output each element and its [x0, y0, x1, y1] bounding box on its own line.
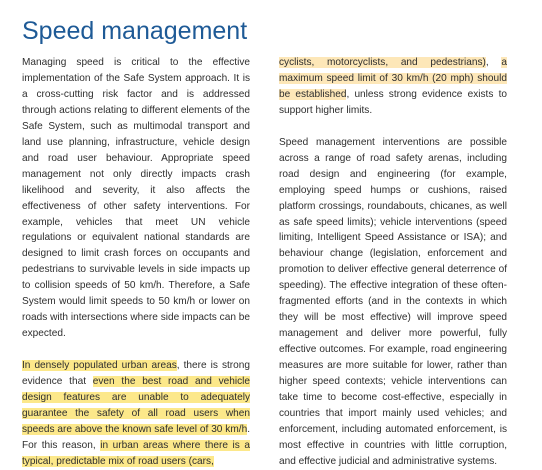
text-segment: ,: [485, 57, 502, 68]
page-title: Speed management: [22, 17, 248, 45]
text-segment: , there is strong evidence that: [22, 360, 250, 388]
right-paragraph-1: [279, 55, 507, 119]
highlight-safety-guarantee: even the best road and vehicle design features are unable to adequately guarantee the safety of all road users when speeds are above the known safe level of 30 km/h: [22, 376, 251, 435]
right-column: [279, 55, 507, 470]
left-column: [22, 55, 250, 470]
left-paragraph-2: [22, 358, 250, 470]
text-segment: . For this reason,: [22, 423, 250, 451]
right-paragraph-2: Speed management interventions are possible across a range of road safety arenas, including road design and engineering (for example, employing speed humps or cushions, raised platform crossings, roundabouts, chicanes, as well as safe speed limits); vehicle interventions (speed limiting, Intelligent Speed Assistance or ISA); and behaviour change (legislation, enforcement and promotion to deliver effective general deterrence of speeding). The effective integration of these often-fragmented efforts (and in the contexts in which they will be most effective) will improve speed management and deliver more powerful, fully effective outcomes. For example, road engineering measures are more suitable for lower, rather than higher speed contexts; vehicle interventions can take time to become cost-effective, especially in countries that import mainly used vehicles; and enforcement, including automated enforcement, is most effective in countries with little corruption, and effective judicial and administrative systems.: [279, 136, 507, 467]
highlight-road-user-mix: in urban areas where there is a typical, predictable mix of road users (cars,: [22, 439, 250, 467]
text-segment: , unless strong evidence exists to support higher limits.: [279, 88, 507, 116]
highlight-urban-areas: In densely populated urban areas: [22, 360, 177, 372]
highlight-speed-limit: a maximum speed limit of 30 km/h (20 mph) should be established: [279, 57, 507, 100]
highlight-road-users-list: cyclists, motorcyclists, and pedestrians): [279, 57, 486, 68]
left-paragraph-1: Managing speed is critical to the effective implementation of the Safe System approach. It is a cross-cutting risk factor and is addressed through actions relating to different elements of the Safe System, such as multimodal transport and land use planning, infrastructure, vehicle design and road user behaviour. Appropriate speed management not only directly impacts crash likelihood and severity, it also affects the effectiveness of other safety interventions. For example, vehicles that meet UN vehicle regulations or equivalent national standards are designed to limit crash forces on occupants and pedestrians to survivable levels in side impacts up to collision speeds of 50 km/h. Therefore, a Safe System would limit speeds to 50 km/h or lower on roads with intersections where side impacts can be expected.: [22, 57, 250, 340]
